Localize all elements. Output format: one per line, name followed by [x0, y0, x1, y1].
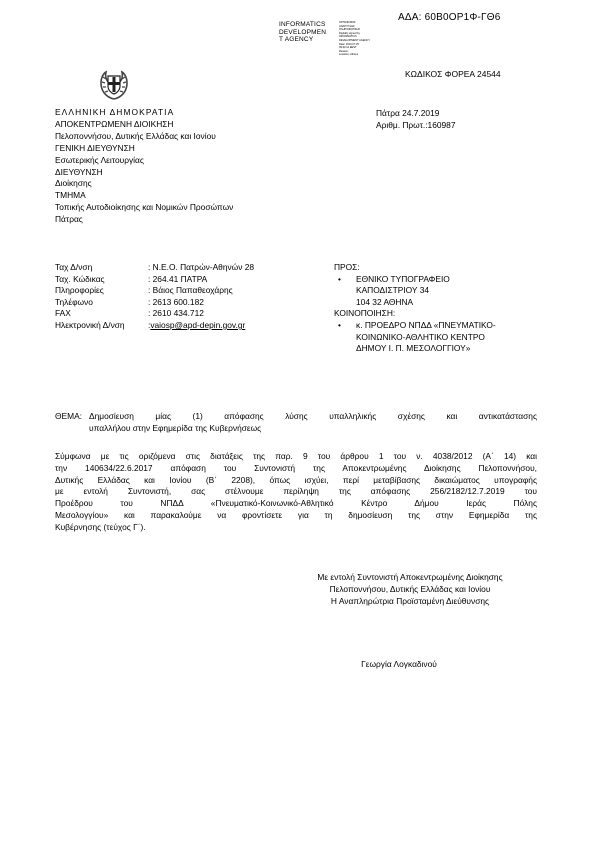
department-heading: ΤΜΗΜΑ	[55, 190, 86, 201]
department-city: Πάτρας	[55, 214, 83, 225]
administration-region: Πελοποννήσου, Δυτικής Ελλάδας και Ιονίου	[55, 130, 216, 141]
contact-row: Ηλεκτρονική Δ/νση : vaiosp@apd-depin.gov.gr	[55, 319, 246, 330]
subject-text: Δημοσίευση μίας (1) απόφασης λύσης υπαλληλικής σχέσης και αντικατάστασης	[89, 411, 537, 421]
recipient-address: ΚΑΠΟΔΙΣΤΡΙΟΥ 34	[356, 285, 430, 296]
subject-label: ΘΕΜΑ:	[55, 411, 82, 421]
contact-details	[55, 262, 254, 332]
body-line: την 140634/22.6.2017 απόφαση του Συντονιστή της Αποκεντρωμένης Διοίκησης Πελοποννήσου,	[55, 462, 537, 473]
body-paragraph	[55, 451, 537, 534]
cc-line: ΚΟΙΝΩΝΙΚΟ-ΑΘΛΗΤΙΚΟ ΚΕΝΤΡΟ	[356, 331, 485, 342]
signature-title: Η Αναπληρώτρια Προϊσταμένη Διεύθυνσης	[330, 596, 490, 606]
cc-line: ΔΗΜΟΥ Ι. Π. ΜΕΣΟΛΟΓΓΙΟΥ»	[356, 343, 471, 354]
directorate-name: Διοίκησης	[55, 178, 92, 189]
agency-code: ΚΩΔΙΚΟΣ ΦΟΡΕΑ 24544	[405, 69, 501, 79]
body-line: Δυτικής Ελλάδας και Ιονίου (Β΄ 2208), όπως ισχύει, περί μεταβίβασης δικαιώματος υπογραφής	[55, 474, 537, 485]
contact-row: Ταχ Δ/νση : Ν.Ε.Ο. Πατρών-Αθηνών 28	[55, 262, 255, 272]
contact-row: Πληροφορίες : Βάιος Παπαθεοχάρης	[55, 285, 233, 296]
general-directorate-heading: ΓΕΝΙΚΗ ΔΙΕΥΘΥΝΣΗ	[55, 142, 135, 153]
subject-text-continued: υπαλλήλου στην Εφημερίδα της Κυβερνήσεως	[89, 422, 262, 433]
administration-name: ΑΠΟΚΕΝΤΡΩΜΕΝΗ ΔΙΟΙΚΗΣΗ	[55, 118, 174, 129]
digital-signature-stamp	[279, 21, 379, 57]
department-name: Τοπικής Αυτοδιοίκησης και Νομικών Προσώπων	[55, 202, 234, 213]
signature-block	[280, 571, 540, 607]
body-line: Σύμφωνα με τις οριζόμενα στις διατάξεις της παρ. 9 του άρθρου 1 του ν. 4038/2012 (Α΄ 14) και	[55, 451, 537, 461]
bullet-icon: •	[338, 319, 341, 330]
protocol-number: Αριθμ. Πρωτ.:160987	[376, 120, 456, 130]
cc-item: • κ. ΠΡΟΕΔΡΟ ΝΠΔΔ «ΠΝΕΥΜΑΤΙΚΟ-	[334, 320, 496, 332]
greek-coat-of-arms-icon	[97, 68, 131, 102]
general-directorate-name: Εσωτερικής Λειτουργίας	[55, 154, 144, 165]
body-line: με εντολή Συντονιστή, σας στέλνουμε περίληψη της απόφασης 256/2182/12.7.2019 του	[55, 486, 537, 497]
contact-row: Τηλέφωνο : 2613 600.182	[55, 296, 204, 307]
signature-line: Με εντολή Συντονιστή Αποκεντρωμένης Διοίκησης	[317, 572, 503, 582]
ada-number: ΑΔΑ: 60Β0ΟΡ1Φ-ΓΘ6	[398, 12, 501, 23]
recipients-heading: ΠΡΟΣ:	[334, 262, 360, 272]
agency-name: INFORMATICS DEVELOPMEN T AGENCY	[279, 21, 327, 44]
signature-details: ΟΡΓΑΝΙΣΜΟΣ ΑΝΑΠΤΥΞΗΣ ΠΛΗΡΟΦΟΡΙΚΗΣ Digitally signed by INFORMATICS DEVELOPMENT AGENCY Date: 2019.07.25 09:33:12 EEST Reason: Location: Athens	[339, 21, 371, 57]
recipient-item: • ΕΘΝΙΚΟ ΤΥΠΟΓΡΑΦΕΙΟ	[334, 274, 496, 286]
signature-line: Πελοποννήσου, Δυτικής Ελλάδας και Ιονίου	[329, 584, 491, 594]
body-line: Προέδρου του ΝΠΔΔ «Πνευματικό-Κοινωνικό-Αθλητικό Κέντρο Δήμου Ιεράς Πόλης	[55, 498, 537, 509]
date-protocol-block	[376, 107, 456, 131]
recipient-postcode: 104 32 ΑΘΗΝΑ	[356, 296, 414, 307]
contact-row: Ταχ. Κώδικας : 264.41 ΠΑΤΡΑ	[55, 273, 208, 284]
body-line: Μεσολογγίου» και παρακαλούμε να φροντίσετε για τη δημοσίευση της στην Εφημερίδα της	[55, 509, 537, 520]
sender-block	[55, 107, 233, 226]
country-heading: ΕΛΛΗΝΙΚΗ ΔΗΜΟΚΡΑΤΙΑ	[55, 107, 175, 117]
body-line: Κυβέρνησης (τεύχος Γ΄).	[55, 521, 146, 532]
subject-block	[55, 411, 537, 435]
directorate-heading: ΔΙΕΥΘΥΝΣΗ	[55, 166, 103, 177]
contact-row: FAX : 2610 434.712	[55, 308, 204, 319]
bullet-icon: •	[338, 273, 341, 284]
document-date: Πάτρα 24.7.2019	[376, 108, 440, 118]
signer-name: Γεωργία Λογκαδινού	[361, 659, 437, 669]
recipients-block	[334, 262, 496, 355]
cc-heading: ΚΟΙΝΟΠΟΙΗΣΗ:	[334, 308, 396, 319]
email-link[interactable]: vaiosp@apd-depin.gov.gr	[150, 319, 246, 330]
